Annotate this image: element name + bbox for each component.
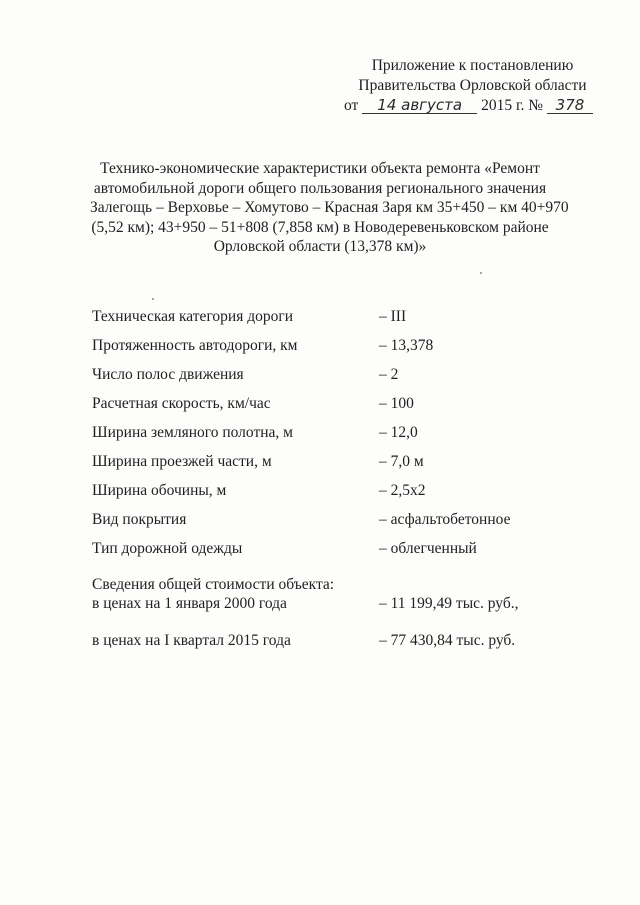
appendix-line-1: Приложение к постановлению	[371, 57, 574, 74]
cost-heading: Сведения общей стоимости объекта:	[92, 576, 335, 593]
spec-label: Число полос движения	[92, 366, 244, 383]
appendix-prefix: от	[344, 97, 359, 114]
spec-label: Вид покрытия	[92, 511, 187, 528]
cost-label: в ценах на I квартал 2015 года	[92, 632, 291, 649]
cost-section	[92, 575, 562, 650]
spec-row	[92, 308, 562, 337]
spec-value: – облегченный	[379, 540, 477, 557]
spec-label: Расчетная скорость, км/час	[92, 395, 271, 412]
spec-value: – 2,5x2	[379, 482, 426, 499]
spec-row	[92, 395, 562, 424]
spec-label: Ширина земляного полотна, м	[92, 424, 293, 441]
spec-value: – 2	[379, 366, 399, 383]
spec-row	[92, 424, 562, 453]
spec-value: – 12,0	[379, 424, 418, 441]
spec-value: – 13,378	[379, 337, 434, 354]
scan-speck	[480, 272, 482, 274]
spec-value: – III	[379, 308, 407, 325]
appendix-line-3	[340, 96, 605, 116]
spec-row	[92, 511, 562, 540]
cost-value: – 11 199,49 тыс. руб.,	[379, 595, 519, 612]
spec-value: – 100	[379, 395, 414, 412]
title-line: Орловской области (13,378 км)»	[213, 238, 427, 255]
cost-value: – 77 430,84 тыс. руб.	[379, 632, 516, 649]
spec-label: Ширина проезжей части, м	[92, 453, 272, 470]
title-line: Технико-экономические характеристики объекта ремонта «Ремонт	[100, 160, 540, 177]
spec-row	[92, 366, 562, 395]
specs-list	[92, 308, 562, 569]
spec-label: Тип дорожной одежды	[92, 540, 243, 557]
spec-row	[92, 482, 562, 511]
spec-row	[92, 540, 562, 569]
spec-value: – асфальтобетонное	[379, 511, 511, 528]
spec-value: – 7,0 м	[379, 453, 424, 470]
cost-label: в ценах на 1 января 2000 года	[92, 595, 287, 612]
title-line: автомобильной дороги общего пользования регионального значения	[93, 179, 547, 197]
spec-label: Ширина обочины, м	[92, 482, 227, 499]
appendix-header	[340, 56, 605, 116]
spec-label: Техническая категория дороги	[92, 308, 294, 325]
cost-row	[92, 594, 562, 613]
spec-row	[92, 337, 562, 366]
appendix-year: 2015 г. №	[481, 97, 544, 114]
title-line: (5,52 км); 43+950 – 51+808 (7,858 км) в Новодеревеньковском районе	[91, 218, 549, 236]
handwritten-date: 14 августа	[362, 97, 477, 114]
spec-row	[92, 453, 562, 482]
scan-speck	[152, 298, 154, 300]
title-line: Залегощь – Верховье – Хомутово – Красная Заря км 35+450 – км 40+970	[90, 199, 569, 216]
cost-row	[92, 631, 562, 650]
document-title	[90, 159, 569, 257]
spec-label: Протяженность автодороги, км	[92, 337, 298, 354]
appendix-line-2: Правительства Орловской области	[358, 77, 587, 94]
handwritten-number: 378	[547, 97, 593, 114]
